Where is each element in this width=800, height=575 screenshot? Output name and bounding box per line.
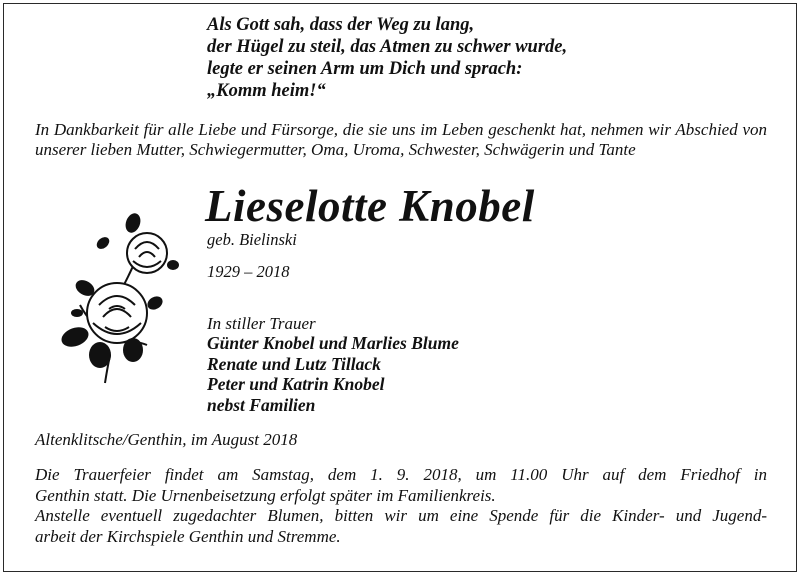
deceased-name: Lieselotte Knobel xyxy=(205,181,535,231)
mourners-list xyxy=(207,333,459,415)
mourning-label: In stiller Trauer xyxy=(207,314,316,333)
intro-text: In Dankbarkeit für alle Liebe und Fürsorge, die sie uns im Leben geschenkt hat, nehmen wir Abschied von unserer lieben Mutter, Schwiegermutter, Oma, Uroma, Schwester, Schwägerin und Tante xyxy=(35,120,767,159)
funeral-line: Anstelle eventuell zugedachter Blumen, bitten wir um eine Spende für die Kinder- und Jugend- xyxy=(35,506,767,525)
poem-line: „Komm heim!“ xyxy=(207,81,326,101)
mourner-line: Peter und Katrin Knobel xyxy=(207,374,385,394)
mourner-line: Renate und Lutz Tillack xyxy=(207,353,381,374)
poem xyxy=(207,14,567,102)
birth-name: geb. Bielinski xyxy=(207,230,297,249)
mourner-line: Günter Knobel und Marlies Blume xyxy=(207,333,459,353)
rose-icon xyxy=(55,205,185,385)
funeral-line: Die Trauerfeier findet am Samstag, dem 1. 9. 2018, um 11.00 Uhr auf dem Friedhof in xyxy=(35,465,767,484)
poem-line: legte er seinen Arm um Dich und sprach: xyxy=(207,59,523,79)
funeral-line: Genthin statt. Die Urnenbeisetzung erfolgt später im Familienkreis. xyxy=(35,485,496,505)
funeral-line: arbeit der Kirchspiele Genthin und Stremme. xyxy=(35,526,341,546)
life-years: 1929 – 2018 xyxy=(207,262,290,281)
place-date: Altenklitsche/Genthin, im August 2018 xyxy=(35,430,298,449)
poem-line: Als Gott sah, dass der Weg zu lang, xyxy=(207,15,475,35)
poem-line: der Hügel zu steil, das Atmen zu schwer wurde, xyxy=(207,37,568,57)
mourner-line: nebst Familien xyxy=(207,394,316,415)
funeral-info xyxy=(35,465,767,547)
